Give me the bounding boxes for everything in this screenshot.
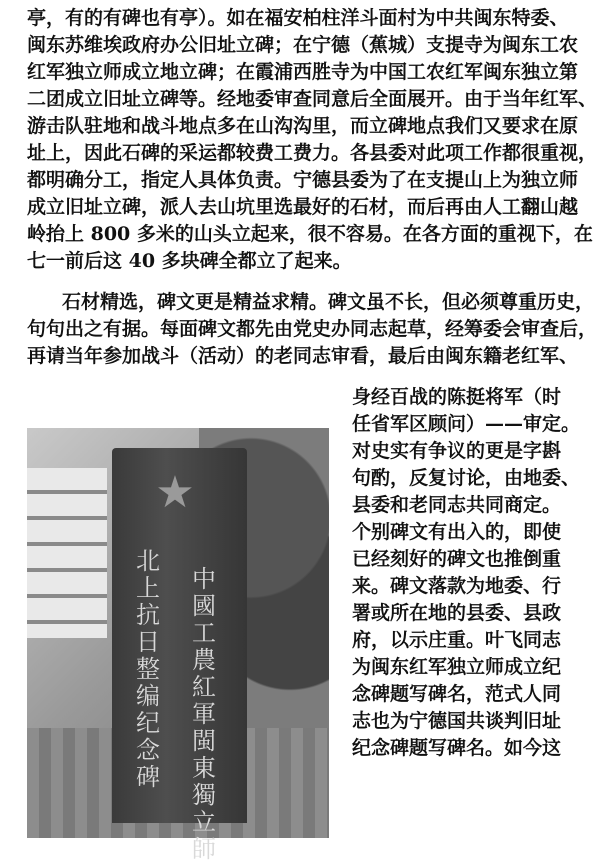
star-icon: ★ — [155, 467, 195, 518]
text-line: 句句出之有据。每面碑文都先由党史办同志起草，经筹委会审查后， — [27, 318, 598, 340]
text-line: 对史实有争议的更是字斟 — [352, 440, 562, 462]
text-line: 再请当年参加战斗（活动）的老同志审看，最后由闽东籍老红军、 — [27, 345, 579, 367]
text-line: 二团成立旧址立碑等。经地委审查同意后全面展开。由于当年红军、 — [27, 88, 598, 110]
text-line: 岭抬上 800 多米的山头立起来，很不容易。在各方面的重视下，在 — [27, 223, 593, 245]
text-line: 来。碑文落款为地委、行 — [352, 575, 562, 597]
text-line: 纪念碑题写碑名。如今这 — [352, 737, 562, 759]
text-line: 个别碑文有出入的，即使 — [352, 521, 562, 543]
text-line: 县委和老同志共同商定。 — [352, 494, 562, 516]
text-line: 游击队驻地和战斗地点多在山沟沟里，而立碑地点我们又要求在原 — [27, 115, 579, 137]
text-line: 已经刻好的碑文也推倒重 — [352, 548, 562, 570]
text-line: 亭，有的有碑也有亭）。如在福安柏柱洋斗面村为中共闽东特委、 — [27, 7, 569, 29]
text-line: 任省军区顾问）——审定。 — [352, 413, 581, 435]
text-line: 石材精选，碑文更是精益求精。碑文虽不长，但必须尊重历史， — [62, 291, 595, 313]
monument-photo — [27, 428, 329, 863]
text-line: 闽东苏维埃政府办公旧址立碑；在宁德（蕉城）支提寺为闽东工农 — [27, 34, 579, 56]
text-line: 府，以示庄重。叶飞同志 — [352, 629, 562, 651]
text-line: 红军独立师成立地立碑；在霞浦西胜寺为中国工农红军闽东独立第 — [27, 61, 579, 83]
text-line: 成立旧址立碑，派人去山坑里选最好的石材，而后再由人工翻山越 — [27, 196, 579, 218]
monument-inscription-right: 中國工農紅軍閩東獨立師 — [192, 565, 216, 863]
text-line: 署或所在地的县委、县政 — [352, 602, 562, 624]
text-line: 为闽东红军独立师成立纪 — [352, 656, 562, 678]
monument-inscription-left: 北上抗日整编纪念碑 — [136, 547, 160, 791]
text-line: 都明确分工，指定人具体负责。宁德县委为了在支提山上为独立师 — [27, 169, 579, 191]
text-line: 身经百战的陈挺将军（时 — [352, 386, 562, 408]
text-line: 句酌，反复讨论，由地委、 — [352, 467, 581, 489]
text-line: 七一前后这 40 多块碑全都立了起来。 — [27, 250, 352, 272]
text-line: 址上，因此石碑的采运都较费工费力。各县委对此项工作都很重视， — [27, 142, 598, 164]
text-line: 念碑题写碑名，范式人同 — [352, 683, 562, 705]
building-background — [27, 468, 107, 638]
text-line: 志也为宁德国共谈判旧址 — [352, 710, 562, 732]
stone-monument — [112, 448, 247, 863]
